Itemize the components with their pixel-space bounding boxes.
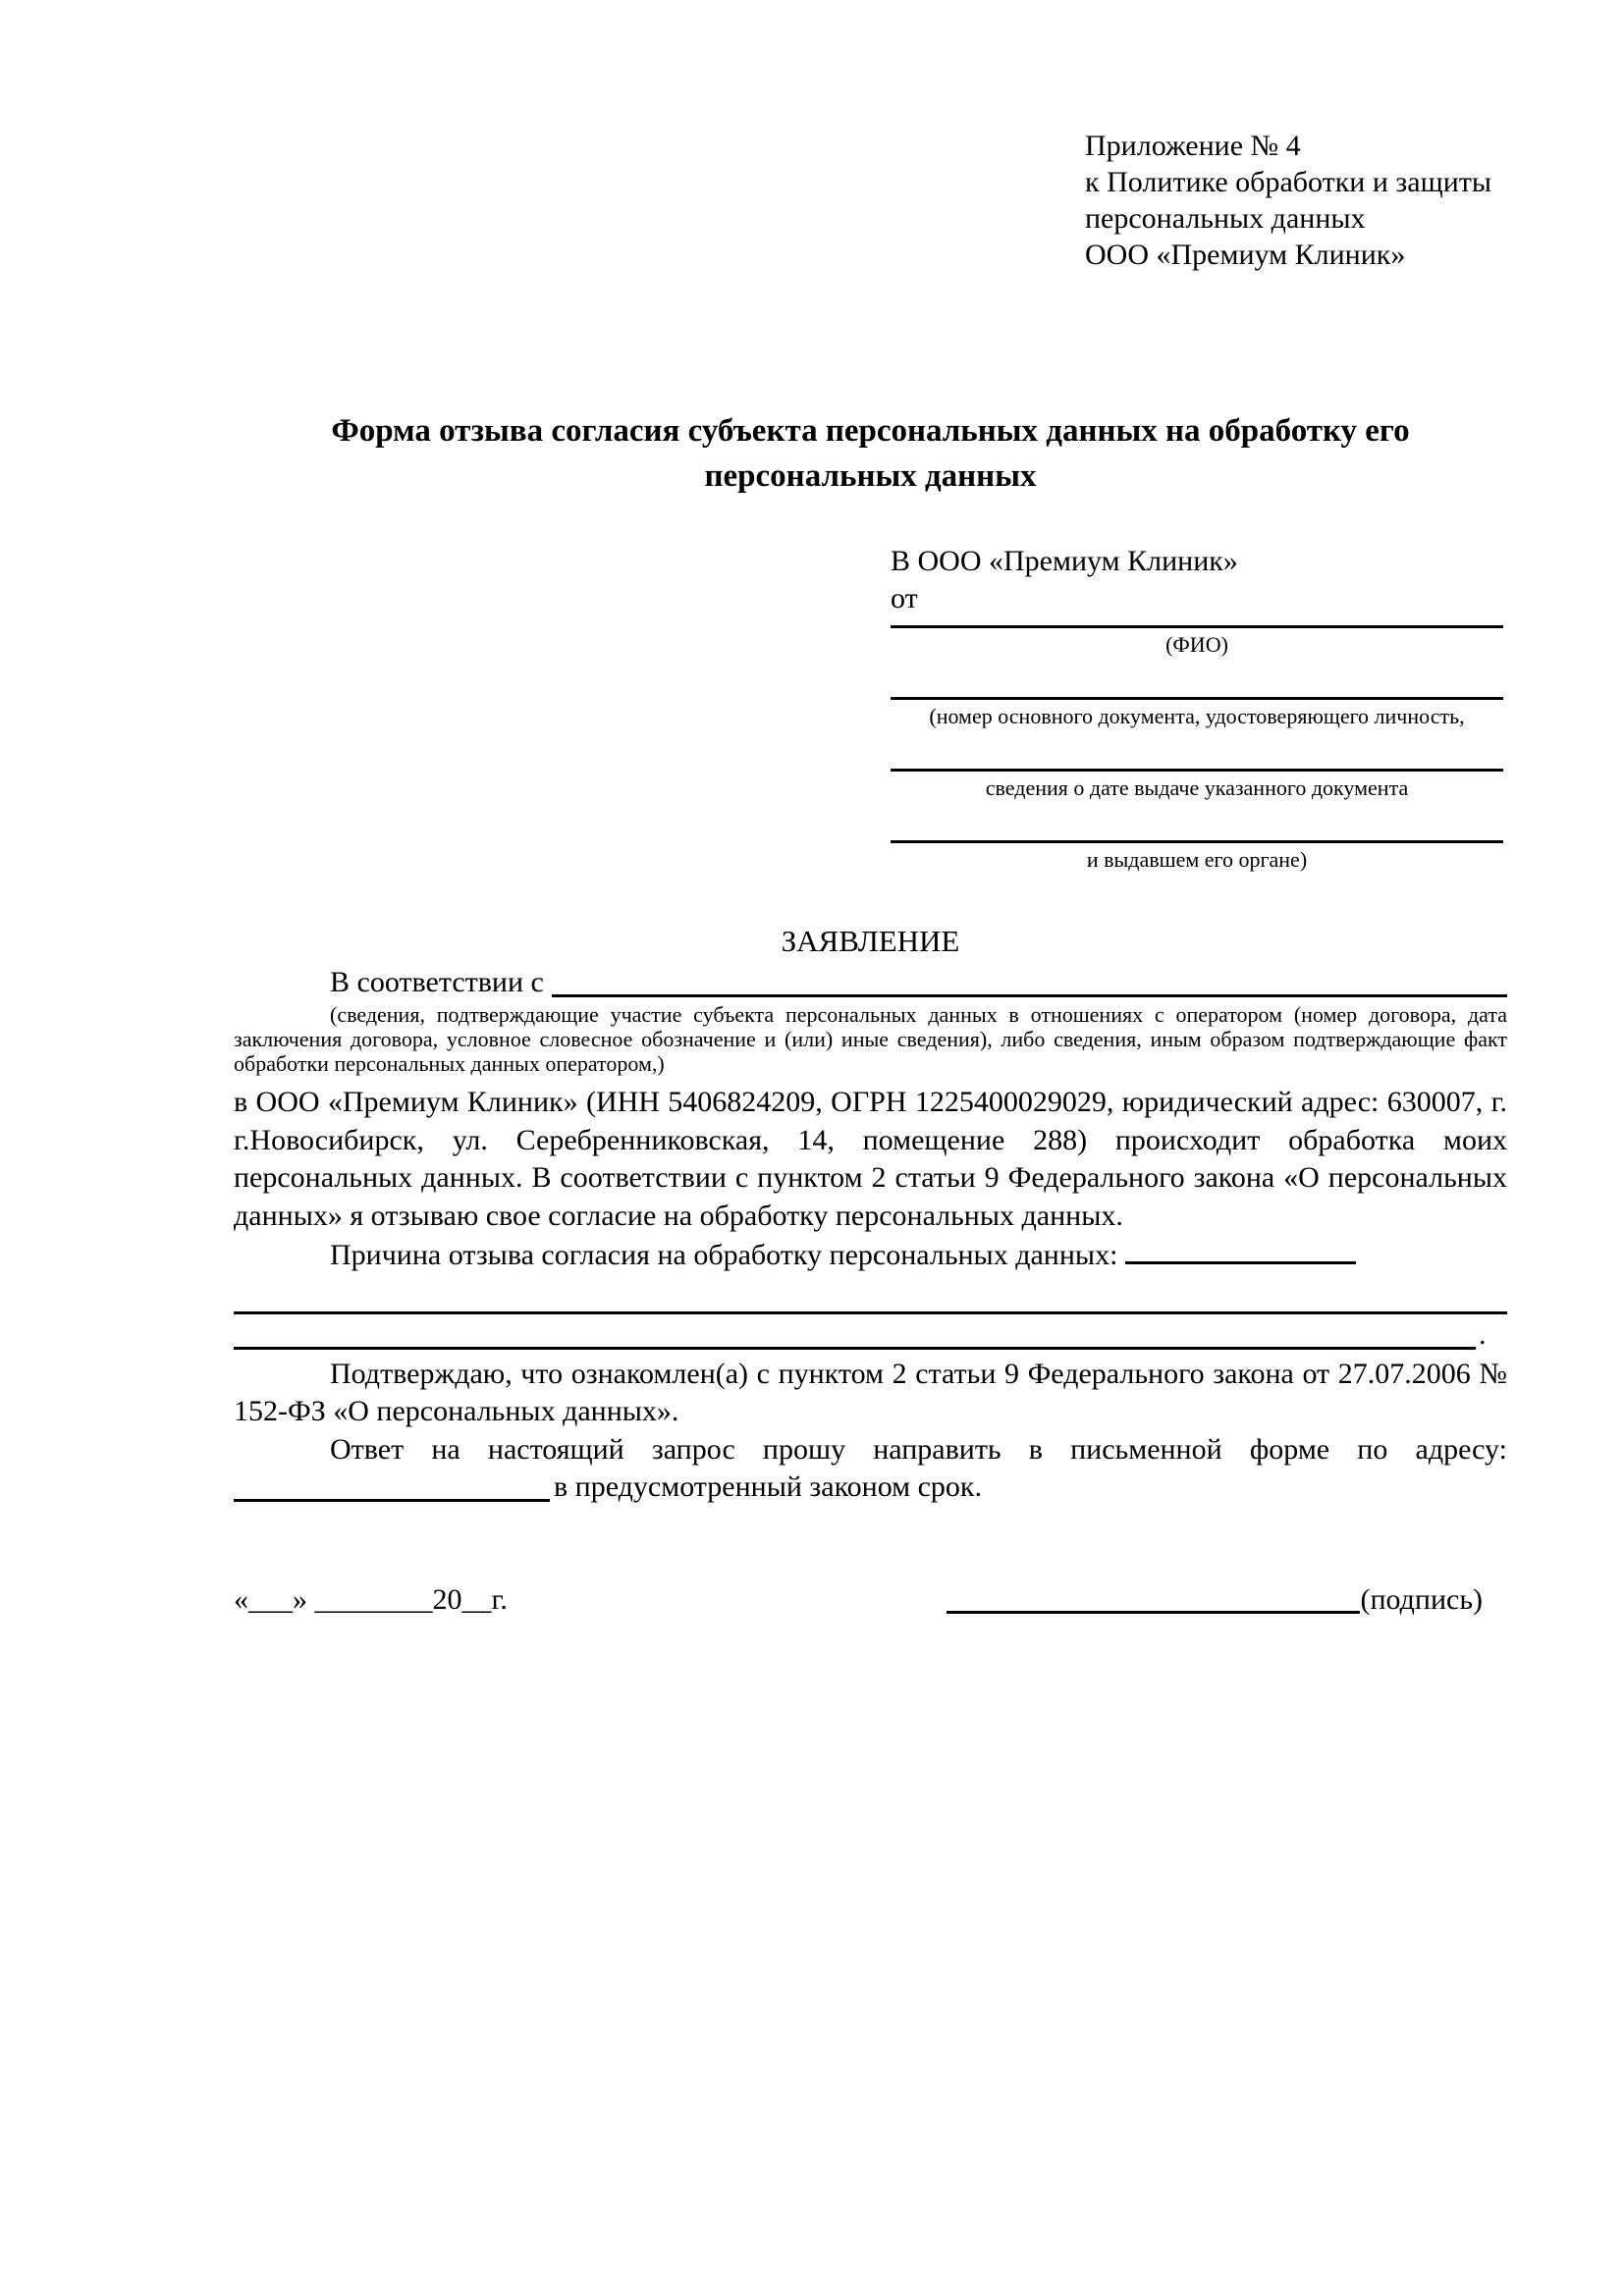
reason-input-line[interactable] <box>1125 1235 1356 1264</box>
appendix-line: к Политике обработки и защиты <box>1085 166 1492 198</box>
statement-body: в ООО «Премиум Клиник» (ИНН 5406824209, ОГРН 1225400029029, юридический адрес: 630007, г. г.Новосибирск, ул. Серебренниковская, 14, помещение 288) происходит обработка моих персональных данных. В соответствии с пунктом 2 статьи 9 Федерального закона «О персональных данных» я отзываю свое согласие на обработку персональных данных. <box>234 1086 1507 1232</box>
response-address-row <box>234 1468 1507 1507</box>
reason-continuation-row <box>234 1314 1507 1350</box>
addressee-block <box>891 543 1503 873</box>
fio-caption: (ФИО) <box>1165 632 1228 657</box>
signature-group <box>947 1581 1507 1619</box>
form-title: Форма отзыва согласия субъекта персональных данных на обработку его персональных данных <box>331 413 1410 494</box>
statement-heading: ЗАЯВЛЕНИЕ <box>781 924 960 958</box>
appendix-line: Приложение № 4 <box>1085 130 1301 162</box>
issue-date-caption: сведения о дате выдаче указанного документа <box>985 775 1409 800</box>
from-label: от <box>891 582 918 614</box>
signature-caption: (подпись) <box>1360 1582 1483 1616</box>
reason-row <box>234 1235 1507 1275</box>
basis-caption: (сведения, подтверждающие участие субъекта персональных данных в отношениях с оператором (номер договора, дата заключения договора, условное словесное обозначение и (или) иные сведения), либо сведения, иным образом подтверждающие факт обработки персональных данных оператором,) <box>234 1002 1507 1076</box>
appendix-block <box>1085 128 1507 273</box>
basis-prefix: В соответствии с <box>330 966 544 998</box>
reason-continuation-line-2[interactable] <box>234 1347 1476 1350</box>
footer-row <box>234 1581 1507 1619</box>
issue-date-input-line[interactable] <box>891 769 1503 772</box>
response-request-paragraph: Ответ на настоящий запрос прошу направить в письменной форме по адресу: <box>330 1432 1507 1466</box>
response-suffix: в предусмотренный законом срок. <box>554 1470 982 1503</box>
issuing-authority-input-line[interactable] <box>891 840 1503 843</box>
basis-input-line[interactable] <box>552 963 1507 997</box>
issuing-authority-caption: и выдавшем его органе) <box>1086 847 1308 872</box>
appendix-line: персональных данных <box>1085 202 1366 235</box>
reason-label: Причина отзыва согласия на обработку персональных данных: <box>330 1239 1118 1271</box>
signature-line[interactable] <box>947 1611 1360 1614</box>
reason-terminator: . <box>1479 1317 1487 1351</box>
document-number-caption: (номер основного документа, удостоверяющего личность, <box>929 704 1465 728</box>
appendix-line: ООО «Премиум Клиник» <box>1085 239 1406 271</box>
recipient-line: В ООО «Премиум Клиник» <box>891 545 1238 577</box>
confirmation-paragraph: Подтверждаю, что ознакомлен(а) с пунктом 2 статьи 9 Федерального закона от 27.07.2006 № 152-ФЗ «О персональных данных». <box>234 1357 1507 1427</box>
reason-continuation-line-1[interactable] <box>234 1277 1507 1314</box>
fio-input-line[interactable] <box>891 625 1503 628</box>
basis-row <box>234 963 1507 1002</box>
date-field[interactable]: «___» ________20__г. <box>234 1582 508 1616</box>
document-number-input-line[interactable] <box>891 697 1503 700</box>
address-input-line[interactable] <box>234 1499 550 1502</box>
